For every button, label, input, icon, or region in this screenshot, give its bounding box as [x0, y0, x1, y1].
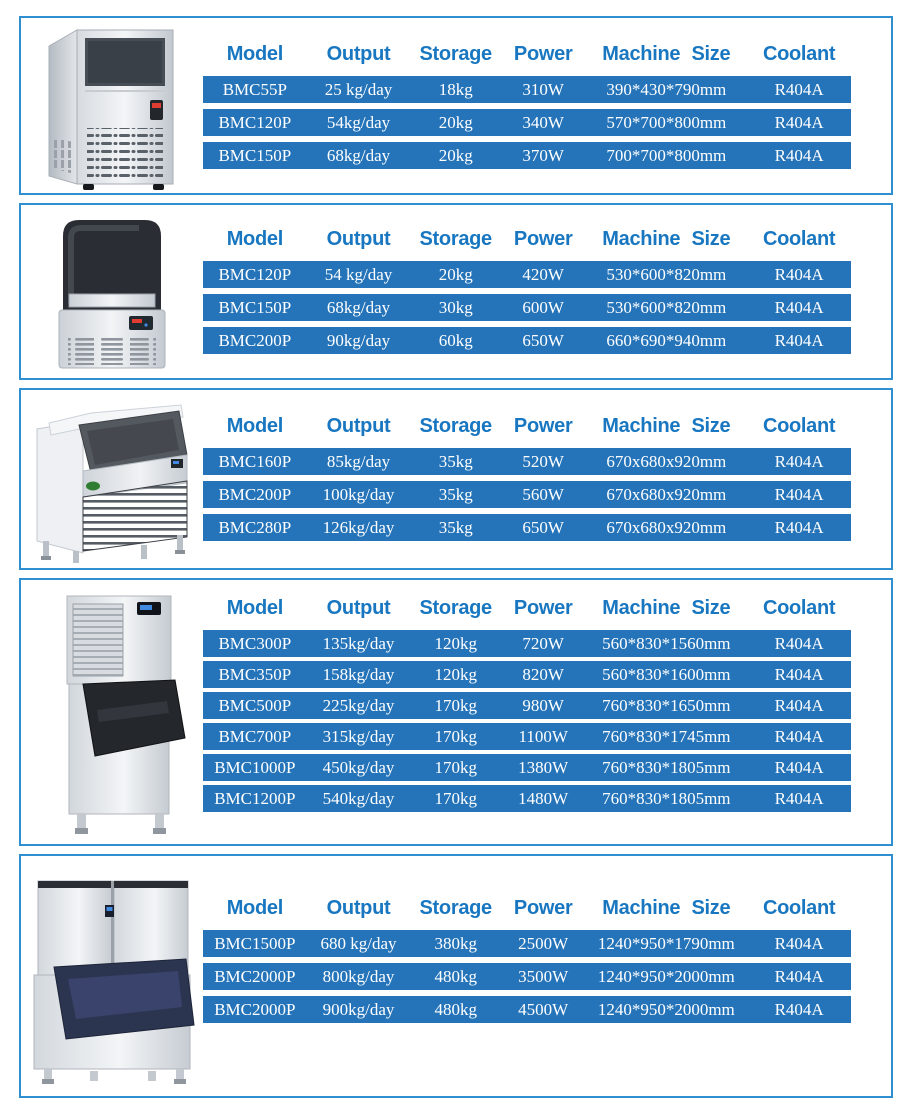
cell-size: 390*430*790mm [606, 79, 727, 99]
cell-model: BMC1000P [214, 757, 296, 777]
product-panel-3 [19, 388, 893, 570]
col-header-storage: Storage [419, 414, 492, 437]
cell-power: 3500W [518, 966, 569, 986]
double-door-large-ice-machine-image [28, 867, 196, 1085]
cell-size: 670x680x920mm [606, 517, 727, 537]
cell-model: BMC700P [218, 726, 292, 746]
col-header-storage: Storage [419, 896, 492, 919]
cell-coolant: R404A [774, 264, 824, 284]
machine-photo-2 [21, 205, 203, 378]
cell-power: 720W [522, 633, 564, 653]
cell-storage: 170kg [434, 726, 477, 746]
col-header-output: Output [326, 596, 391, 619]
cell-storage: 20kg [438, 145, 473, 165]
cell-coolant: R404A [774, 633, 824, 653]
col-header-power: Power [513, 42, 573, 65]
cell-power: 370W [522, 145, 564, 165]
cell-model: BMC150P [218, 145, 292, 165]
cell-size: 570*700*800mm [606, 112, 727, 132]
col-header-output: Output [326, 227, 391, 250]
col-header-coolant: Coolant [762, 896, 836, 919]
col-header-output: Output [326, 896, 391, 919]
cell-coolant: R404A [774, 79, 824, 99]
slant-bin-cube-ice-machine-image [29, 393, 195, 565]
cell-power: 420W [522, 264, 564, 284]
table-row [203, 661, 851, 688]
col-header-coolant: Coolant [762, 42, 836, 65]
cell-coolant: R404A [774, 145, 824, 165]
col-header-model: Model [226, 596, 283, 619]
table-row [203, 723, 851, 750]
cell-output: 25 kg/day [324, 79, 393, 99]
col-header-output: Output [326, 42, 391, 65]
product-panel-5 [19, 854, 893, 1098]
cell-storage: 35kg [438, 517, 473, 537]
col-header-power: Power [513, 896, 573, 919]
cell-output: 135kg/day [322, 633, 395, 653]
table-row [203, 261, 851, 288]
col-header-power: Power [513, 596, 573, 619]
cell-output: 85kg/day [326, 451, 391, 471]
product-panel-4 [19, 578, 893, 846]
cell-storage: 170kg [434, 788, 477, 808]
cell-power: 2500W [518, 933, 569, 953]
cell-output: 540kg/day [322, 788, 395, 808]
cell-size: 760*830*1805mm [602, 788, 731, 808]
cell-power: 980W [522, 695, 564, 715]
spec-table-3 [203, 390, 851, 568]
cell-coolant: R404A [774, 695, 824, 715]
cell-model: BMC120P [218, 264, 292, 284]
cell-storage: 120kg [434, 633, 477, 653]
cell-storage: 120kg [434, 664, 477, 684]
cell-output: 225kg/day [322, 695, 395, 715]
cell-power: 4500W [518, 999, 569, 1019]
cell-storage: 480kg [434, 999, 477, 1019]
col-header-storage: Storage [419, 596, 492, 619]
cell-size: 760*830*1805mm [602, 757, 731, 777]
cell-power: 650W [522, 330, 564, 350]
cell-storage: 35kg [438, 451, 473, 471]
cell-model: BMC300P [218, 633, 292, 653]
cell-storage: 170kg [434, 695, 477, 715]
cell-power: 1380W [518, 757, 569, 777]
cell-storage: 170kg [434, 757, 477, 777]
col-header-model: Model [226, 414, 283, 437]
cell-power: 520W [522, 451, 564, 471]
cell-power: 1480W [518, 788, 569, 808]
col-header-power: Power [513, 227, 573, 250]
black-top-counter-ice-machine-image [49, 212, 175, 372]
table-row [203, 754, 851, 781]
col-header-coolant: Coolant [762, 596, 836, 619]
cell-output: 90kg/day [326, 330, 391, 350]
cell-storage: 30kg [438, 297, 473, 317]
spec-table-1 [203, 18, 851, 193]
cell-coolant: R404A [774, 484, 824, 504]
cell-output: 54kg/day [326, 112, 391, 132]
cell-size: 560*830*1600mm [602, 664, 731, 684]
cell-coolant: R404A [774, 933, 824, 953]
product-panel-1 [19, 16, 893, 195]
col-header-storage: Storage [419, 42, 492, 65]
col-header-size: Machine Size [602, 414, 731, 437]
cell-output: 450kg/day [322, 757, 395, 777]
cell-model: BMC1200P [214, 788, 296, 808]
cell-model: BMC500P [218, 695, 292, 715]
cell-coolant: R404A [774, 726, 824, 746]
table-row [203, 448, 851, 475]
cell-power: 310W [522, 79, 564, 99]
col-header-size: Machine Size [602, 42, 731, 65]
table-row [203, 963, 851, 990]
col-header-size: Machine Size [602, 227, 731, 250]
cell-power: 340W [522, 112, 564, 132]
cell-model: BMC2000P [214, 999, 296, 1019]
product-panel-2 [19, 203, 893, 380]
table-row [203, 294, 851, 321]
cell-size: 1240*950*1790mm [597, 933, 735, 953]
cell-coolant: R404A [774, 112, 824, 132]
table-row [203, 785, 851, 812]
cell-coolant: R404A [774, 664, 824, 684]
cell-output: 315kg/day [322, 726, 395, 746]
col-header-size: Machine Size [602, 896, 731, 919]
col-header-output: Output [326, 414, 391, 437]
spec-table-header [203, 894, 851, 922]
cell-size: 1240*950*2000mm [597, 966, 735, 986]
table-row [203, 327, 851, 354]
cell-coolant: R404A [774, 330, 824, 350]
cell-size: 530*600*820mm [606, 264, 727, 284]
cell-coolant: R404A [774, 788, 824, 808]
cell-size: 670x680x920mm [606, 451, 727, 471]
cell-output: 800kg/day [322, 966, 395, 986]
machine-photo-5 [21, 856, 203, 1096]
table-row [203, 481, 851, 508]
cell-model: BMC55P [222, 79, 287, 99]
col-header-storage: Storage [419, 227, 492, 250]
cell-power: 650W [522, 517, 564, 537]
spec-table-header [203, 412, 851, 440]
cell-model: BMC200P [218, 484, 292, 504]
cell-output: 900kg/day [322, 999, 395, 1019]
table-row [203, 930, 851, 957]
cell-power: 600W [522, 297, 564, 317]
cell-coolant: R404A [774, 451, 824, 471]
table-row [203, 514, 851, 541]
spec-table-header [203, 40, 851, 68]
cell-model: BMC160P [218, 451, 292, 471]
cell-size: 760*830*1745mm [602, 726, 731, 746]
cell-model: BMC120P [218, 112, 292, 132]
col-header-model: Model [226, 227, 283, 250]
table-row [203, 996, 851, 1023]
cell-size: 560*830*1560mm [602, 633, 731, 653]
cell-storage: 60kg [438, 330, 473, 350]
cell-output: 158kg/day [322, 664, 395, 684]
machine-photo-3 [21, 390, 203, 568]
cell-storage: 18kg [438, 79, 473, 99]
cell-model: BMC200P [218, 330, 292, 350]
cell-model: BMC280P [218, 517, 292, 537]
spec-table-4 [203, 580, 851, 844]
cell-coolant: R404A [774, 517, 824, 537]
cell-size: 670x680x920mm [606, 484, 727, 504]
spec-table-header [203, 594, 851, 622]
table-row [203, 630, 851, 657]
cell-size: 1240*950*2000mm [597, 999, 735, 1019]
cell-storage: 20kg [438, 112, 473, 132]
cell-model: BMC350P [218, 664, 292, 684]
col-header-coolant: Coolant [762, 414, 836, 437]
cell-coolant: R404A [774, 757, 824, 777]
compact-vertical-ice-machine-image [46, 20, 178, 192]
cell-size: 660*690*940mm [606, 330, 727, 350]
cell-storage: 380kg [434, 933, 477, 953]
spec-table-5 [203, 856, 851, 1096]
cell-output: 68kg/day [326, 297, 391, 317]
table-row [203, 142, 851, 169]
spec-table-header [203, 225, 851, 253]
cell-model: BMC150P [218, 297, 292, 317]
machine-photo-4 [21, 580, 203, 844]
cell-model: BMC1500P [214, 933, 296, 953]
tall-modular-ice-machine-image [36, 588, 188, 836]
cell-model: BMC2000P [214, 966, 296, 986]
cell-size: 530*600*820mm [606, 297, 727, 317]
cell-output: 126kg/day [322, 517, 395, 537]
spec-table-2 [203, 205, 851, 378]
cell-power: 820W [522, 664, 564, 684]
col-header-model: Model [226, 42, 283, 65]
cell-power: 1100W [518, 726, 568, 746]
cell-size: 700*700*800mm [606, 145, 727, 165]
col-header-coolant: Coolant [762, 227, 836, 250]
col-header-model: Model [226, 896, 283, 919]
cell-output: 54 kg/day [324, 264, 393, 284]
table-row [203, 109, 851, 136]
cell-output: 68kg/day [326, 145, 391, 165]
cell-storage: 480kg [434, 966, 477, 986]
cell-output: 680 kg/day [320, 933, 397, 953]
cell-coolant: R404A [774, 966, 824, 986]
cell-coolant: R404A [774, 297, 824, 317]
table-row [203, 76, 851, 103]
cell-output: 100kg/day [322, 484, 395, 504]
machine-photo-1 [21, 18, 203, 193]
cell-coolant: R404A [774, 999, 824, 1019]
col-header-power: Power [513, 414, 573, 437]
col-header-size: Machine Size [602, 596, 731, 619]
cell-storage: 35kg [438, 484, 473, 504]
cell-size: 760*830*1650mm [602, 695, 731, 715]
cell-storage: 20kg [438, 264, 473, 284]
table-row [203, 692, 851, 719]
cell-power: 560W [522, 484, 564, 504]
